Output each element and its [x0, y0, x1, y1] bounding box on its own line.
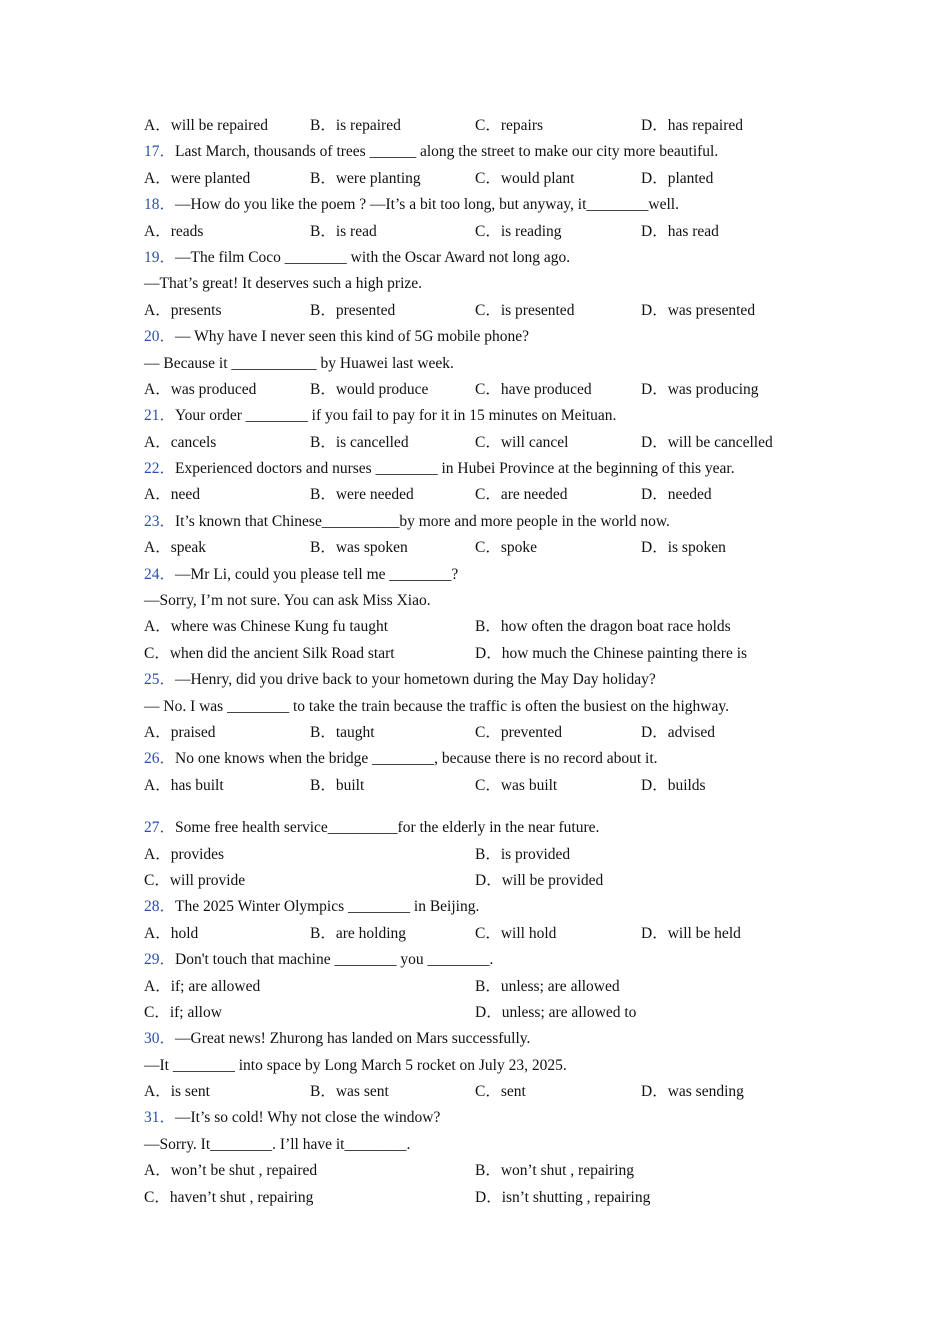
options-row-q18 [144, 219, 804, 245]
option-a[interactable]: A．will be repaired [144, 117, 268, 134]
question-stem: —Mr Li, could you please tell me ________? [175, 565, 459, 583]
option-c[interactable]: C．will provide [144, 871, 246, 889]
question-number: 25． [144, 671, 176, 689]
option-c[interactable]: C．haven’t shut , repairing [144, 1188, 314, 1206]
question-stem: Last March, thousands of trees ______ along the street to make our city more beautiful. [175, 143, 719, 161]
option-b[interactable]: B．is read [310, 222, 377, 240]
options-row-q24-ab [144, 614, 804, 640]
option-c[interactable]: C．was built [475, 776, 558, 794]
option-b[interactable]: B．are holding [310, 924, 406, 942]
question-stem: No one knows when the bridge ________, because there is no record about it. [175, 750, 658, 768]
options-row-q20 [144, 377, 804, 403]
option-b[interactable]: B．taught [310, 723, 375, 741]
options-row-q28 [144, 921, 804, 947]
option-a[interactable]: A．speak [144, 539, 206, 557]
question-28 [144, 894, 804, 920]
option-d[interactable]: D．was presented [641, 301, 756, 319]
question-stem: —The film Coco ________ with the Oscar Award not long ago. [175, 248, 571, 266]
question-number: 19． [144, 248, 176, 266]
question-23 [144, 509, 804, 535]
option-a[interactable]: A．where was Chinese Kung fu taught [144, 618, 389, 636]
option-c[interactable]: C．prevented [475, 723, 562, 741]
option-b[interactable]: B．was sent [310, 1083, 389, 1101]
option-a[interactable]: A．is sent [144, 1083, 210, 1101]
option-a[interactable]: A．hold [144, 924, 199, 942]
option-d[interactable]: D．isn’t shutting , repairing [475, 1188, 651, 1206]
option-c[interactable]: C．will hold [475, 924, 557, 942]
question-number: 23． [144, 512, 176, 530]
option-c[interactable]: C．have produced [475, 380, 592, 398]
option-c[interactable]: C．is presented [475, 301, 575, 319]
option-b[interactable]: B．is provided [475, 845, 571, 863]
options-row-q24-cd [144, 641, 804, 667]
option-c[interactable]: C．when did the ancient Silk Road start [144, 644, 395, 662]
question-27 [144, 815, 804, 841]
option-d[interactable]: D．how much the Chinese painting there is [475, 644, 748, 662]
question-stem: Don't touch that machine ________ you ________. [175, 951, 494, 969]
option-b[interactable]: B．built [310, 776, 365, 794]
option-b[interactable]: B．was spoken [310, 539, 408, 557]
question-24 [144, 562, 804, 588]
question-number: 22． [144, 460, 176, 478]
option-a[interactable]: A．cancels [144, 433, 217, 451]
option-d[interactable]: D．unless; are allowed to [475, 1003, 637, 1021]
option-d[interactable]: D．will be cancelled [641, 433, 773, 451]
option-b[interactable]: B．were needed [310, 486, 414, 504]
question-25 [144, 667, 804, 693]
question-number: 21． [144, 407, 176, 425]
options-row-q26 [144, 773, 804, 799]
question-number: 17． [144, 143, 176, 161]
question-19 [144, 245, 804, 271]
option-d[interactable]: D．will be provided [475, 871, 604, 889]
options-row-q31-ab [144, 1158, 804, 1184]
option-d[interactable]: D．has repaired [641, 117, 743, 134]
option-c[interactable]: C．repairs [475, 117, 544, 134]
question-30 [144, 1026, 804, 1052]
question-stem: —Great news! Zhurong has landed on Mars successfully. [175, 1030, 531, 1048]
options-row-q27-ab [144, 842, 804, 868]
question-31-line-2: —Sorry. It________. I’ll have it________. [144, 1135, 411, 1153]
option-a[interactable]: A．need [144, 486, 200, 504]
question-21 [144, 403, 804, 429]
option-a[interactable]: A．if; are allowed [144, 977, 261, 995]
option-d[interactable]: D．needed [641, 486, 712, 504]
question-17 [144, 139, 804, 165]
question-20 [144, 324, 804, 350]
question-number: 28． [144, 898, 176, 916]
option-b[interactable]: B．unless; are allowed [475, 977, 620, 995]
options-row-q19 [144, 298, 804, 324]
question-stem: The 2025 Winter Olympics ________ in Beijing. [175, 898, 480, 916]
question-number: 27． [144, 819, 176, 837]
option-a[interactable]: A．presents [144, 301, 222, 319]
options-row-q25 [144, 720, 804, 746]
option-b[interactable]: B．is cancelled [310, 433, 409, 451]
option-a[interactable]: A．won’t be shut , repaired [144, 1162, 318, 1180]
question-number: 30． [144, 1030, 176, 1048]
option-a[interactable]: A．has built [144, 776, 224, 794]
option-d[interactable]: D．planted [641, 169, 714, 187]
options-row-q22 [144, 482, 804, 508]
options-row-q17 [144, 166, 804, 192]
options-row-q21 [144, 430, 804, 456]
options-row-q29-cd [144, 1000, 804, 1026]
options-row-q31-cd [144, 1185, 804, 1211]
question-number: 18． [144, 196, 176, 214]
question-stem: — Why have I never seen this kind of 5G mobile phone? [175, 328, 529, 346]
question-stem: —Henry, did you drive back to your hometown during the May Day holiday? [175, 671, 656, 689]
option-a[interactable]: A．provides [144, 845, 225, 863]
option-c[interactable]: C．would plant [475, 169, 575, 187]
option-b[interactable]: B．were planting [310, 169, 421, 187]
option-b[interactable]: B．how often the dragon boat race holds [475, 618, 731, 636]
option-d[interactable]: D．will be held [641, 924, 741, 942]
question-31 [144, 1105, 804, 1131]
question-25-line-2: — No. I was ________ to take the train because the traffic is often the busiest on the highway. [144, 697, 729, 715]
question-stem: Some free health service_________for the elderly in the near future. [175, 819, 600, 837]
option-b[interactable]: B．won’t shut , repairing [475, 1162, 635, 1180]
option-b[interactable]: B．is repaired [310, 117, 401, 134]
question-number: 24． [144, 565, 176, 583]
option-d[interactable]: D．is spoken [641, 539, 726, 557]
option-d[interactable]: D．was sending [641, 1083, 744, 1101]
question-number: 26． [144, 750, 176, 768]
option-c[interactable]: C．are needed [475, 486, 568, 504]
options-row-q16 [144, 113, 804, 139]
option-d[interactable]: D．was producing [641, 380, 759, 398]
question-30-line-2: —It ________ into space by Long March 5 rocket on July 23, 2025. [144, 1056, 567, 1074]
option-a[interactable]: A．were planted [144, 169, 251, 187]
option-d[interactable]: D．builds [641, 776, 706, 794]
question-stem: —It’s so cold! Why not close the window? [175, 1109, 441, 1127]
options-row-q29-ab [144, 974, 804, 1000]
question-number: 29． [144, 951, 176, 969]
option-a[interactable]: A．was produced [144, 380, 257, 398]
spacer [144, 799, 804, 815]
question-sheet [144, 113, 804, 1211]
question-20-line-2: — Because it ___________ by Huawei last week. [144, 354, 454, 372]
option-c[interactable]: C．will cancel [475, 433, 569, 451]
question-stem: Experienced doctors and nurses ________ in Hubei Province at the beginning of this year. [175, 460, 735, 478]
option-c[interactable]: C．if; allow [144, 1003, 222, 1021]
question-24-line-2: —Sorry, I’m not sure. You can ask Miss Xiao. [144, 592, 431, 610]
option-c[interactable]: C．sent [475, 1083, 526, 1101]
options-row-q30 [144, 1079, 804, 1105]
question-26 [144, 746, 804, 772]
question-stem: —How do you like the poem ? —It’s a bit too long, but anyway, it________well. [175, 196, 679, 214]
question-18 [144, 192, 804, 218]
options-row-q23 [144, 535, 804, 561]
option-a[interactable]: A．reads [144, 222, 204, 240]
question-number: 31． [144, 1109, 176, 1127]
question-stem: It’s known that Chinese__________by more and more people in the world now. [175, 512, 670, 530]
option-c[interactable]: C．spoke [475, 539, 538, 557]
option-a[interactable]: A．praised [144, 723, 216, 741]
option-b[interactable]: B．would produce [310, 380, 429, 398]
question-22 [144, 456, 804, 482]
option-b[interactable]: B．presented [310, 301, 396, 319]
options-row-q27-cd [144, 868, 804, 894]
question-29 [144, 947, 804, 973]
option-d[interactable]: D．has read [641, 222, 719, 240]
question-stem: Your order ________ if you fail to pay for it in 15 minutes on Meituan. [175, 407, 617, 425]
question-19-line-2: —That’s great! It deserves such a high prize. [144, 275, 423, 293]
option-c[interactable]: C．is reading [475, 222, 562, 240]
question-number: 20． [144, 328, 176, 346]
option-d[interactable]: D．advised [641, 723, 716, 741]
